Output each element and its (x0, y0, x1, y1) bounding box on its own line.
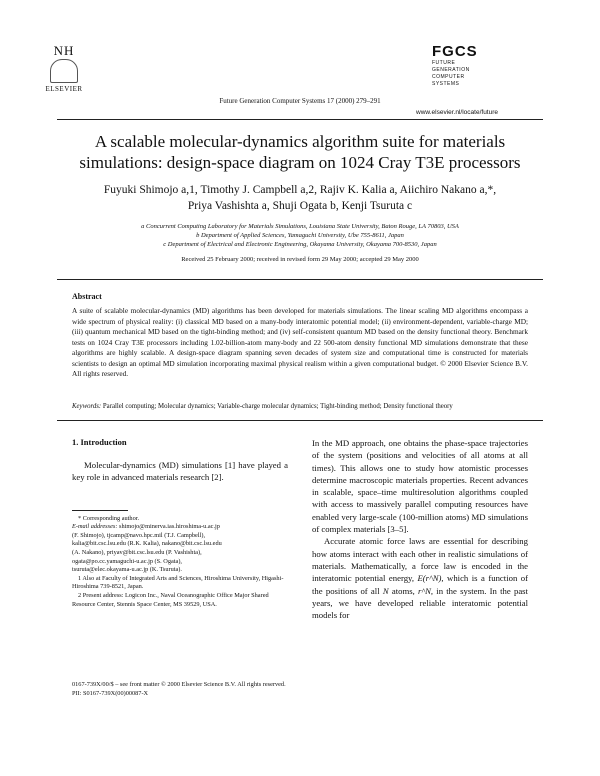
keywords-text: Parallel computing; Molecular dynamics; Variable-charge molecular dynamics; Tight-binding method; Density functional theory (102, 403, 453, 410)
copyright-line: 0167-739X/00/$ – see front matter © 2000 Elsevier Science B.V. All rights reserved. (72, 681, 286, 688)
email-line-1[interactable]: shimojo@minerva.ias.hiroshima-u.ac.jp (119, 523, 220, 531)
authors-line-1: Fuyuki Shimojo a,1, Timothy J. Campbell a,2, Rajiv K. Kalia a, Aiichiro Nakano a,*, (103, 184, 497, 196)
keywords-label: Keywords: (72, 403, 102, 410)
pii-line: PII: S0167-739X(00)00087-X (72, 690, 149, 697)
journal-logo-sub-2: GENERATION (432, 67, 470, 73)
affiliation-c: c Department of Electrical and Electronic Engineering, Okayama University, Okayama 700-8530, Japan (163, 241, 437, 248)
journal-logo-mark: FGCS (432, 43, 478, 60)
paragraph-force-laws (312, 535, 528, 621)
publisher-name: ELSEVIER (45, 85, 83, 93)
journal-logo-sub-3: COMPUTER (432, 74, 465, 80)
email-line-5[interactable]: ogata@po.cc.yamaguchi-u.ac.jp (S. Ogata), (72, 557, 183, 565)
received-dates: Received 25 February 2000; received in revised form 29 May 2000; accepted 29 May 2000 (181, 256, 419, 263)
right-column (312, 437, 528, 621)
energy-symbol: E(r^N) (417, 573, 442, 584)
email-label: E-mail addresses: (72, 523, 118, 531)
author-list (60, 182, 540, 214)
article-title (60, 131, 540, 173)
copyright-block (72, 680, 286, 698)
force-laws-end: , in the system. In the past years, we have developed reliable interatomic potential models for (312, 585, 528, 621)
section-heading-introduction: 1. Introduction (72, 437, 127, 447)
affiliations (60, 222, 540, 249)
journal-logo (432, 44, 554, 88)
paragraph-md-approach: In the MD approach, one obtains the phase-space trajectories of the system (positions and velocities of all atoms at all times). This allows one to study how atomistic processes determine macroscopic materials properties. Recent advances in scalable, space–time multiresolution algorithms coupled with access to massively parallel computing resources have enabled very large-scale (100-million atoms) MD simulations of complex materials [3–5]. (312, 438, 528, 535)
email-line-4[interactable]: (A. Nakano), priyav@bit.csc.lsu.edu (P. Vashishta), (72, 548, 202, 556)
journal-logo-sub-1: FUTURE (432, 60, 456, 66)
affiliation-a: a Concurrent Computing Laboratory for Materials Simulations, Louisiana State University, Baton Rouge, LA 70803, USA (141, 223, 459, 230)
footnote-emails (72, 523, 288, 575)
header-divider (57, 119, 543, 120)
title-line-1: A scalable molecular-dynamics algorithm suite for materials (94, 132, 506, 151)
authors-line-2: Priya Vashishta a, Shuji Ogata b, Kenji Tsuruta c (187, 200, 413, 212)
publisher-mark: NH (53, 43, 75, 58)
abstract-heading: Abstract (72, 292, 102, 301)
force-laws-mid2: atoms, (388, 585, 419, 596)
footnote-corresponding: * Corresponding author. (78, 514, 140, 522)
intro-paragraph: Molecular-dynamics (MD) simulations [1] have played a key role in advanced materials research [2]. (72, 460, 288, 483)
abstract-text: A suite of scalable molecular-dynamics (MD) algorithms has been developed for materials simulations. The linear scaling MD algorithms encompass a wide spectrum of physical reality: (i) classical MD based on a many-body interatomic potential model; (ii) environment-dependent, variable-charge MD; (iii) quantum mechanical MD based on the tight-binding method; and (iv) self-consistent quantum MD based on the density functional theory. Benchmark tests on 1024 Cray T3E processors including 1.02-billion-atom many-body and 22 500-atom density functional MD simulations demonstrate that these algorithms are highly scalable. A design-space diagram spanning seven decades of system size and computational time is constructed for materials scientists to design an optimal MD simulation incorporating maximal physical realism within a given computational budget. © 2000 Elsevier Science B.V. All rights reserved. (72, 306, 528, 378)
tree-icon (50, 59, 78, 83)
force-laws-mid: , which is a function of the positions of all (312, 573, 529, 596)
force-laws-start: Accurate atomic force laws are essential for describing how atoms interact with each other in realistic simulations of materials. Mathematically, a force law is encoded in the interatomic potential energy, (312, 536, 528, 584)
abstract-top-divider (57, 279, 543, 280)
email-line-2[interactable]: (F. Shimojo), tjcamp@navo.hpc.mil (T.J. Campbell), (72, 531, 206, 539)
email-line-3[interactable]: kalia@bit.csc.lsu.edu (R.K. Kalia), nakano@bit.csc.lsu.edu (72, 540, 222, 548)
title-line-2: simulations: design-space diagram on 1024 Cray T3E processors (79, 153, 521, 172)
journal-logo-sub-4: SYSTEMS (432, 81, 460, 87)
footnote-divider (72, 510, 128, 511)
n-symbol: N (382, 585, 389, 596)
journal-reference: Future Generation Computer Systems 17 (2000) 279–291 (219, 97, 381, 105)
left-column (72, 437, 288, 609)
footnote-1: 1 Also at Faculty of Integrated Arts and Sciences, Hiroshima University, Higashi-Hiroshima 739-8521, Japan. (72, 574, 284, 591)
rn-symbol: r^N (418, 585, 431, 596)
abstract-bottom-divider (57, 420, 543, 421)
keywords (72, 402, 528, 411)
journal-url[interactable]: www.elsevier.nl/locate/future (416, 109, 499, 116)
email-line-6[interactable]: tsuruta@elec.okayama-u.ac.jp (K. Tsuruta). (72, 566, 182, 574)
footnote-2: 2 Present address: Logicon Inc., Naval Oceanographic Office Major Shared Resource Center, Stennis Space Center, MS 39529, USA. (72, 591, 269, 608)
publisher-logo (44, 44, 84, 102)
affiliation-b: b Department of Applied Sciences, Yamaguchi University, Ube 755-8611, Japan (196, 232, 404, 239)
